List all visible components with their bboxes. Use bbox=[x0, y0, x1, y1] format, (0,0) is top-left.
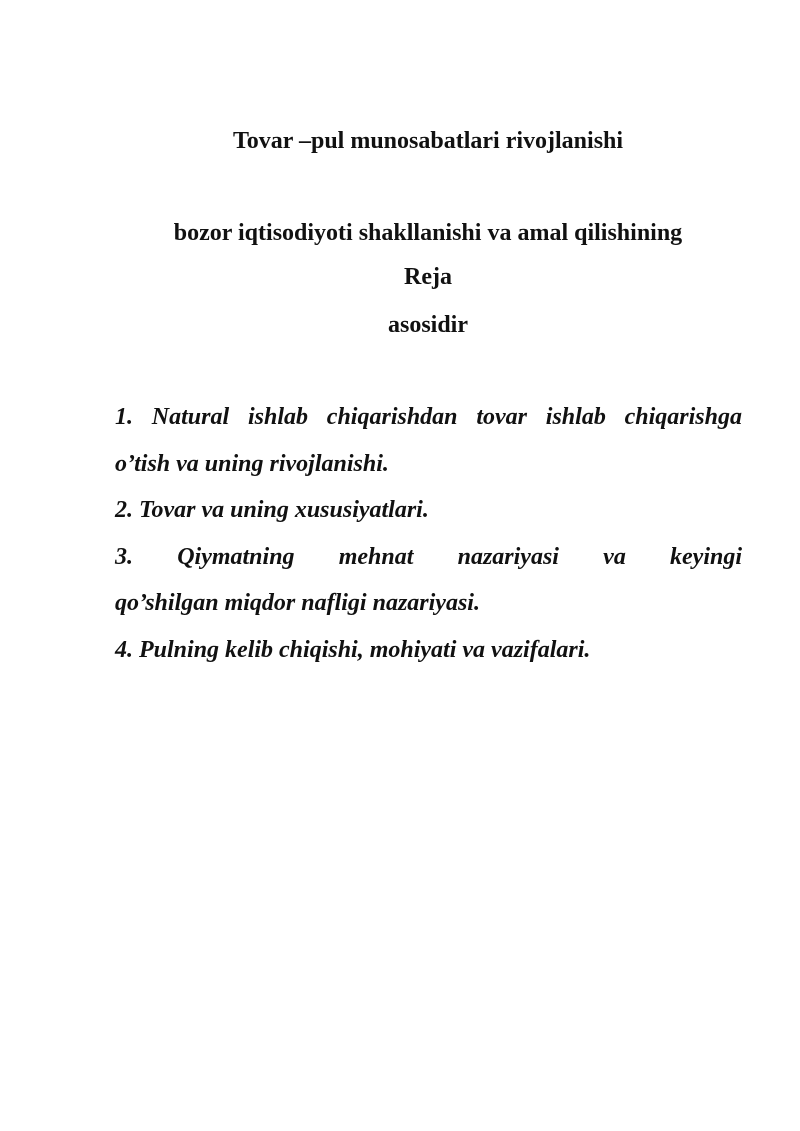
plan-item-1-line-1: 1. Natural ishlab chiqarishdan tovar ishlab chiqarishga bbox=[115, 404, 742, 430]
plan-item-2-line-1: 2. Tovar va uning xususiyatlari. bbox=[115, 497, 429, 523]
title-line-1: Tovar –pul munosabatlari rivojlanishi bbox=[232, 128, 624, 154]
plan-item-4-line-1: 4. Pulning kelib chiqishi, mohiyati va vazifalari. bbox=[115, 636, 591, 663]
plan-item-3 bbox=[115, 534, 742, 627]
plan-list bbox=[115, 394, 742, 673]
plan-item-2 bbox=[115, 487, 742, 534]
document-title bbox=[60, 72, 796, 394]
plan-item-4 bbox=[115, 627, 742, 674]
plan-heading: Reja bbox=[404, 264, 452, 290]
plan-item-3-line-1: 3. Qiymatning mehnat nazariyasi va keyingi bbox=[115, 543, 742, 570]
title-line-2: bozor iqtisodiyoti shakllanishi va amal qilishining bbox=[173, 220, 683, 246]
plan-item-3-line-2: qo’shilgan miqdor nafligi nazariyasi. bbox=[115, 590, 480, 616]
plan-item-1 bbox=[115, 394, 742, 487]
plan-item-1-line-2: o’tish va uning rivojlanishi. bbox=[115, 450, 389, 477]
title-line-3: asosidir bbox=[387, 312, 468, 338]
